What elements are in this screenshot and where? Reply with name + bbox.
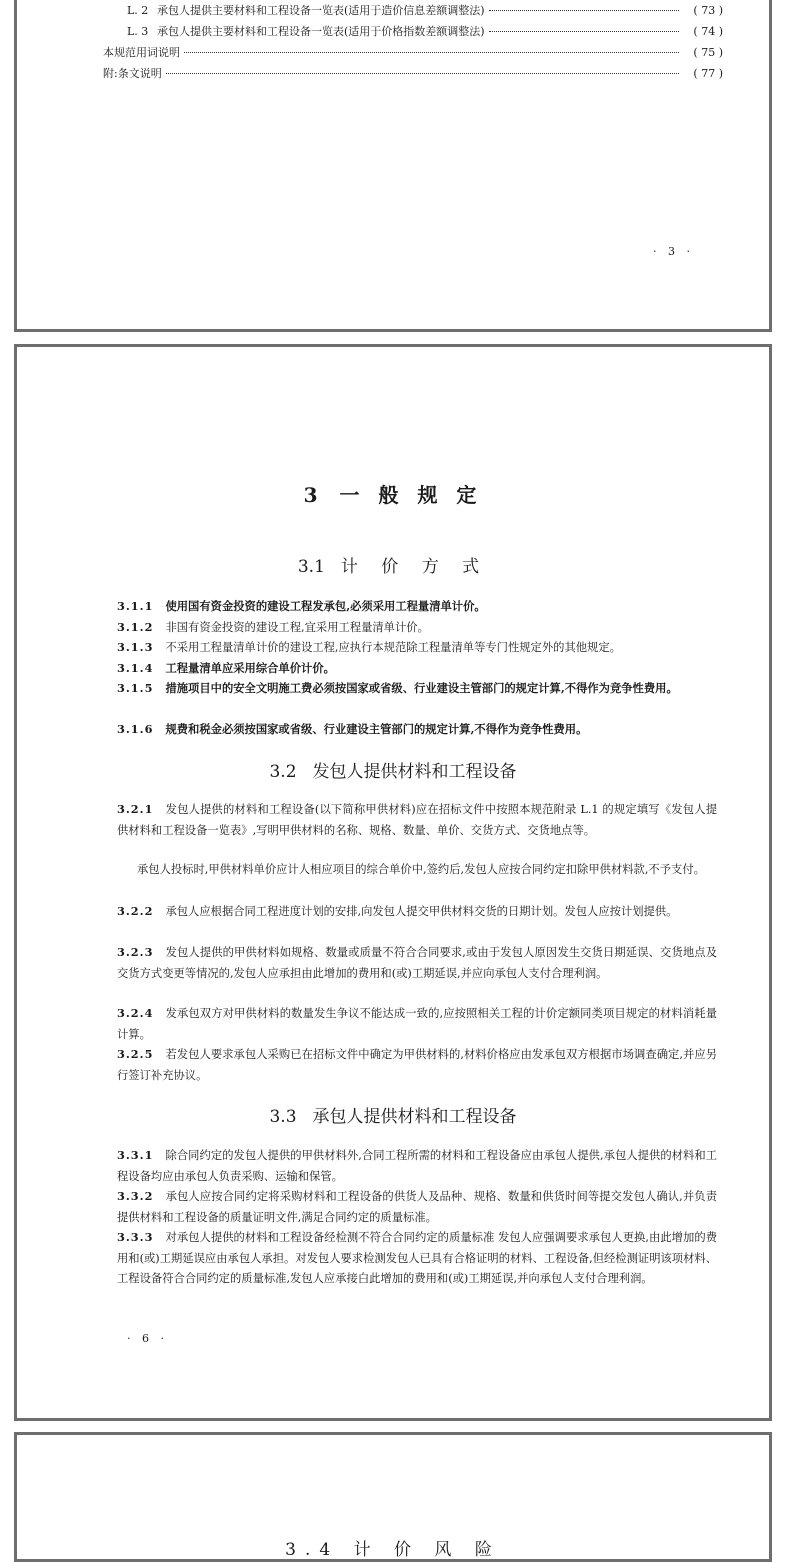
clause-3-1-4: 3.1.4 工程量清单应采用综合单价计价。 xyxy=(117,661,335,675)
clause-3-2-1-paragraph: 承包人投标时,甲供材料单价应计人相应项目的综合单价中,签约后,发包人应按合同约定扣除甲供材料款,不予支付。 xyxy=(137,863,705,876)
content-page xyxy=(14,344,772,1421)
next-page xyxy=(14,1432,772,1562)
clause-3-1-2: 3.1.2 非国有资金投资的建设工程,宜采用工程量清单计价。 xyxy=(117,620,429,634)
clause-3-1-1: 3.1.1 使用国有资金投资的建设工程发承包,必须采用工程量清单计价。 xyxy=(117,599,486,613)
section-title-3-2: 3.2 发包人提供材料和工程设备 xyxy=(269,762,517,782)
clause-3-3-1: 3.3.1 除合同约定的发包人提供的甲供材料外,合同工程所需的材料和工程设备应由承包人提供,承包人提供的材料和工程设备均应由承包人负责采购、运输和保管。 xyxy=(117,1148,717,1183)
clause-3-2-4: 3.2.4 发承包双方对甲供材料的数量发生争议不能达成一致的,应按照相关工程的计价定额同类项目规定的材料消耗量计算。 xyxy=(117,1006,717,1041)
toc-entry: 本规范用词说明 ( 75 ) xyxy=(103,46,723,59)
section-title-3-3: 3.3 承包人提供材料和工程设备 xyxy=(269,1107,517,1127)
toc-entry: 附:条文说明 ( 77 ) xyxy=(103,67,723,80)
clause-3-2-1: 3.2.1 发包人提供的材料和工程设备(以下简称甲供材料)应在招标文件中按照本规范附录 L.1 的规定填写《发包人提供材料和工程设备一览表》,写明甲供材料的名称、规格、数量、单价、交货方式、交货地点等。 xyxy=(117,802,717,837)
section-title-3-1: 3.1 计 价 方 式 xyxy=(297,557,489,577)
toc-entry: L. 2 承包人提供主要材料和工程设备一览表(适用于造价信息差额调整法) ( 73 ) xyxy=(127,4,723,17)
clause-3-1-3: 3.1.3 不采用工程量清单计价的建设工程,应执行本规范除工程量清单等专门性规定外的其他规定。 xyxy=(117,640,621,654)
clause-3-2-5: 3.2.5 若发包人要求承包人采购已在招标文件中确定为甲供材料的,材料价格应由发承包双方根据市场调查确定,并应另行签订补充协议。 xyxy=(117,1047,717,1082)
page-number: · 3 · xyxy=(653,245,694,258)
toc-entry: L. 3 承包人提供主要材料和工程设备一览表(适用于价格指数差额调整法) ( 74 ) xyxy=(127,25,723,38)
clause-3-3-2: 3.3.2 承包人应按合同约定将采购材料和工程设备的供货人及品种、规格、数量和供货时间等提交发包人确认,并负责提供材料和工程设备的质量证明文件,满足合同约定的质量标准。 xyxy=(117,1189,717,1224)
clause-3-2-3: 3.2.3 发包人提供的甲供材料如规格、数量或质量不符合合同要求,或由于发包人原因发生交货日期延误、交货地点及交货方式变更等情况的,发包人应承担由此增加的费用和(或)工期延误,并应向承包人支付合理利润。 xyxy=(117,945,717,980)
chapter-title: 3 一 般 规 定 xyxy=(303,483,483,507)
clause-3-1-6: 3.1.6 规费和税金必须按国家或省级、行业建设主管部门的规定计算,不得作为竞争性费用。 xyxy=(117,722,588,736)
page-number: · 6 · xyxy=(127,1332,168,1345)
clause-3-3-3: 3.3.3 对承包人提供的材料和工程设备经检测不符合合同约定的质量标准 发包人应强调要求承包人更换,由此增加的费用和(或)工期延误应由承包人承担。对发包人要求检测发包人已具有合格证明的材料、工程设备,但经检测证明该项材料、工程设备符合合同约定的质量标准,发包人应承接白此增加的费用和(或)工期延误,并向承包人支付合理利润。 xyxy=(117,1230,717,1285)
clause-3-2-2: 3.2.2 承包人应根据合同工程进度计划的安排,向发包人提交甲供材料交货的日期计划。发包人应按计划提供。 xyxy=(117,904,678,918)
clause-3-1-5: 3.1.5 措施项目中的安全文明施工费必须按国家或省级、行业建设主管部门的规定计算,不得作为竞争性费用。 xyxy=(117,681,678,695)
toc-page xyxy=(14,0,772,332)
section-title-3-4: 3.4 计 价 风 险 xyxy=(285,1540,501,1560)
